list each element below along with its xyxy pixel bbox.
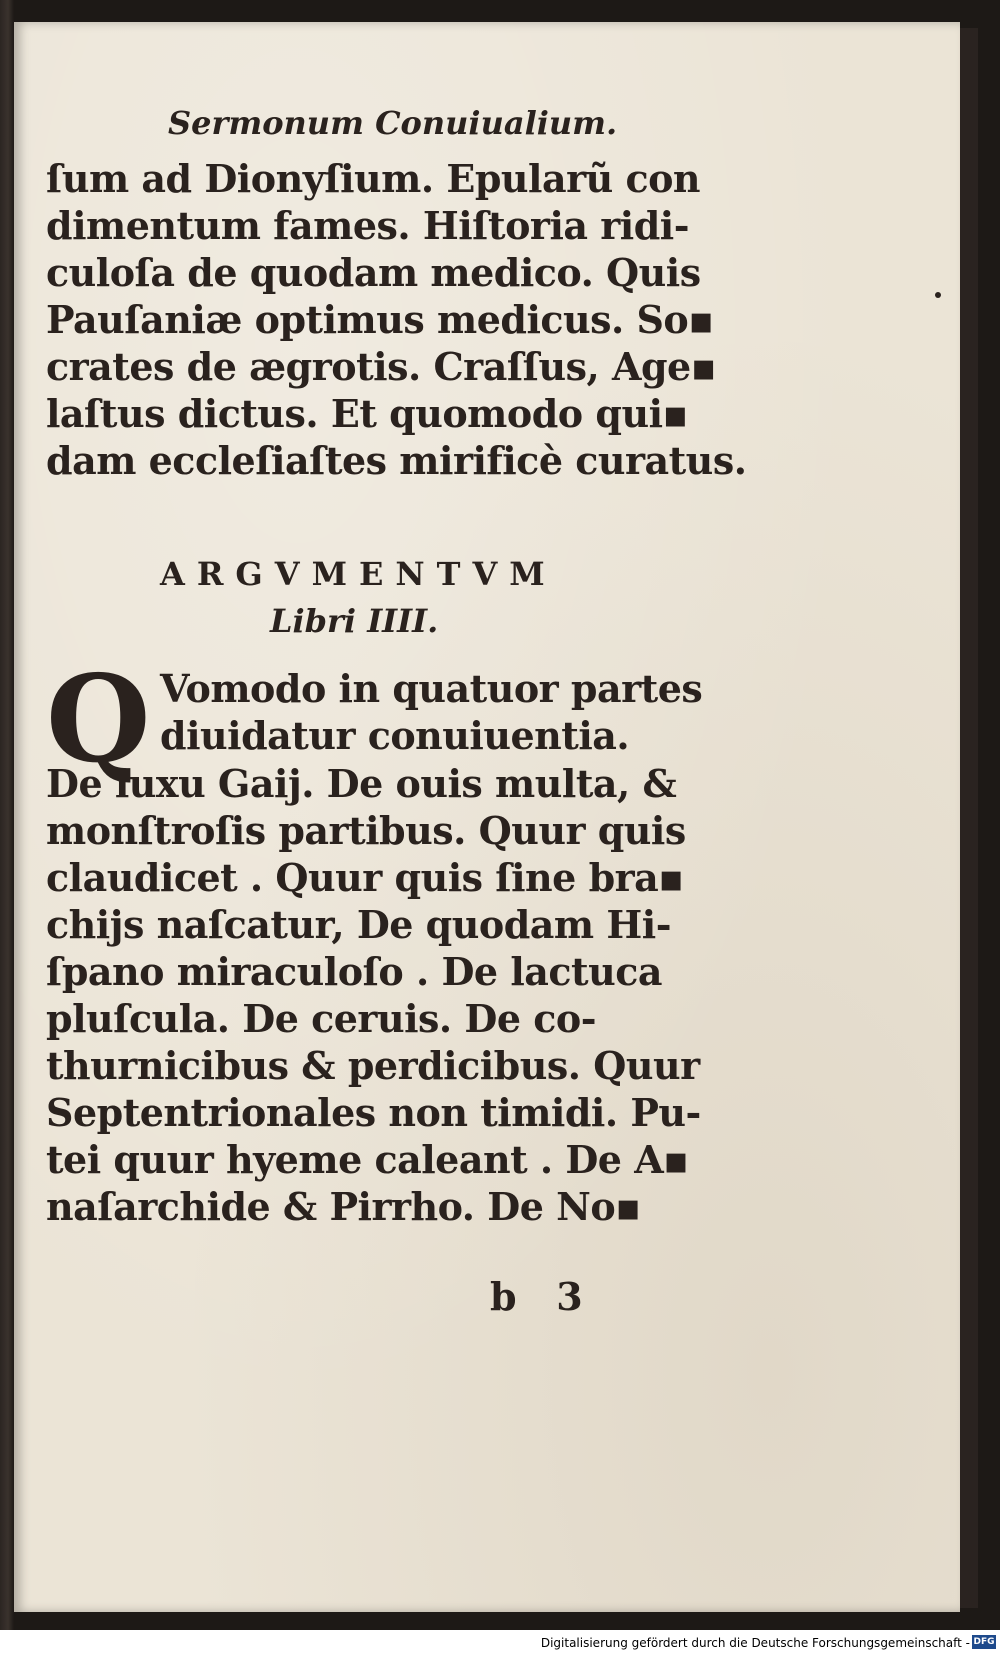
text-line: dimentum fames. Hiſtoria ridi- [46, 203, 689, 248]
text-line: crates de ægrotis. Craſſus, Age▪ [46, 344, 716, 389]
section-heading: ARGVMENTVM [160, 555, 557, 593]
text-line: chijs naſcatur, De quodam Hi- [46, 902, 671, 947]
page-edge [960, 28, 978, 1608]
ink-dot [935, 292, 941, 298]
text-line: dam eccleſiaſtes mirificè curatus. [46, 438, 747, 483]
footer-credit: Digitalisierung gefördert durch die Deutsche Forschungsgemeinschaft - [540, 1636, 970, 1650]
text-line: thurnicibus & perdicibus. Quur [46, 1043, 700, 1088]
text-line: monſtroſis partibus. Quur quis [46, 808, 686, 853]
text-line: claudicet . Quur quis ſine bra▪ [46, 855, 684, 900]
text-line: laſtus dictus. Et quomodo qui▪ [46, 391, 688, 436]
text-line: tei quur hyeme caleant . De A▪ [46, 1137, 689, 1182]
text-line: diuidatur conuiuentia. [160, 713, 630, 758]
text-line: De luxu Gaij. De ouis multa, & [46, 761, 677, 806]
text-line: ſum ad Dionyſium. Epularũ con [46, 156, 701, 201]
paragraph-1 [46, 155, 747, 484]
drop-cap: Q [46, 649, 151, 790]
signature-mark: b 3 [490, 1274, 583, 1319]
text-line: pluſcula. De ceruis. De co- [46, 996, 596, 1041]
text-line: Septentrionales non timidi. Pu- [46, 1090, 701, 1135]
text-line: Pauſaniæ optimus medicus. So▪ [46, 297, 714, 342]
text-line: naſarchide & Pirrho. De No▪ [46, 1184, 641, 1229]
paragraph-2 [46, 760, 706, 1230]
text-line: ſpano miraculoſo . De lactuca [46, 949, 662, 994]
running-head: Sermonum Conuiualium. [168, 104, 618, 142]
dfg-logo: DFG [973, 1637, 995, 1647]
section-subheading: Libri IIII. [270, 602, 439, 640]
paragraph-2-opening [160, 665, 720, 759]
text-line: culoſa de quodam medico. Quis [46, 250, 701, 295]
text-line: Vomodo in quatuor partes [160, 666, 703, 711]
